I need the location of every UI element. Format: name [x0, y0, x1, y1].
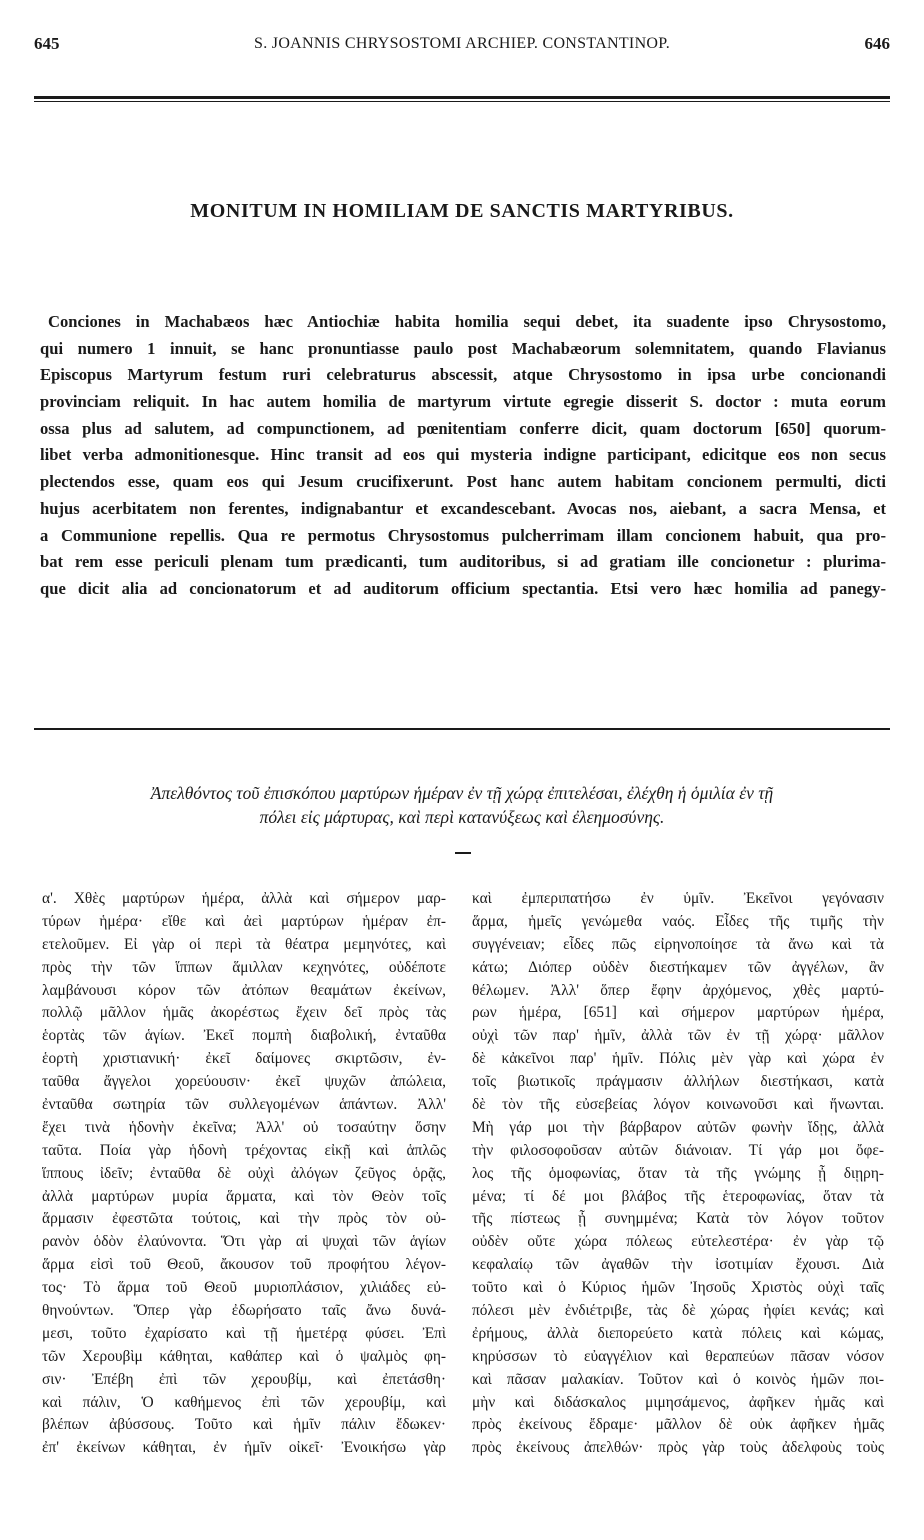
greek-text-line: ταῦτα. Ποία γὰρ ἡδονὴ τρέχοντας εἰκῇ καὶ ἁπλῶς: [42, 1141, 446, 1159]
greek-text-line: τὴν φιλοσοφοῦσαν αὐτῶν διάνοιαν. Τί γάρ μοι ὄφε-: [472, 1141, 884, 1159]
latin-text-line: provinciam reliquit. In hac autem homilia de martyrum virtute egregie disserit S. doctor : muta eorum: [40, 392, 886, 412]
greek-text-line: θέλωμεν. Ἀλλ' ὅπερ ἔφην ἀρχόμενος, χθὲς μαρτύ-: [472, 981, 884, 999]
latin-text-line: bat rem esse periculi plenam tum prædicanti, tum auditoribus, si ad gratiam ille concionetur : plurima-: [40, 552, 886, 572]
greek-text-line: ἀλλὰ μαρτύρων μυρία ἅρματα, καὶ τὸν Θεὸν τοῖς: [42, 1187, 446, 1205]
greek-text-line: δὲ κἀκεῖνοι παρ' ἡμῖν. Πόλις μὲν γὰρ καὶ χώρα ἐν: [472, 1050, 884, 1068]
latin-text-line: que dicit alia ad concionatorum et ad auditorum officium spectantia. Etsi vero hæc homilia ad panegy-: [40, 578, 886, 598]
running-title: S. JOANNIS CHRYSOSTOMI ARCHIEP. CONSTANTINOP.: [254, 35, 670, 52]
greek-text-line: θηνούντων. Ὅπερ γὰρ ἐδωρήσατο ταῖς ἄνω δυνά-: [42, 1302, 446, 1320]
greek-text-line: σιν· Ἐπέβη ἐπὶ τῶν χερουβίμ, καὶ ἐπετάσθη·: [42, 1370, 446, 1388]
greek-text-line: τῆς πίστεως ᾖ συνημμένα; Κατὰ τὸν λόγον τοῦτον: [472, 1210, 884, 1228]
greek-text-line: συγγένειαν; εἶδες πῶς εἰρηνοποίησε τὰ ἄνω καὶ τὰ: [472, 935, 884, 953]
header-rule-thin: [34, 101, 890, 102]
greek-text-line: ἅρμασιν ἐφεστῶτα τούτοις, καὶ τὴν πρὸς τὸν οὐ-: [42, 1210, 446, 1228]
latin-text-line: plectendos esse, quam eos qui Jesum crucifixerunt. Post hanc autem habitam concionem permulti, dicti: [40, 472, 886, 492]
greek-text-line: ἑορτὴ χριστιανική· ἐκεῖ δαίμονες σκιρτῶσιν, ἐν-: [42, 1050, 446, 1068]
greek-text-line: κεφαλαίῳ τῶν ἀγαθῶν τὴν ἰσοτιμίαν ἔχουσι. Διὰ: [472, 1256, 884, 1274]
greek-text-line: καὶ πᾶσαν μαλακίαν. Τοῦτον καὶ ὁ κοινὸς ἡμῶν ποι-: [472, 1370, 884, 1388]
greek-text-line: τῶν Χερουβὶμ κάθηται, καθάπερ καὶ ὁ ψαλμὸς φη-: [42, 1347, 446, 1365]
greek-text-line: ἅρμα, ἡμεῖς γενώμεθα ναός. Εἶδες τῆς τιμῆς τὴν: [472, 912, 884, 930]
greek-text-line: καὶ πάλιν, Ὁ καθήμενος ἐπὶ τῶν χερουβίμ, καὶ: [42, 1393, 446, 1411]
latin-text-line: Conciones in Machabæos hæc Antiochiæ habita homilia sequi debet, ita suadente ipso Chrysostomo,: [48, 312, 886, 331]
page-number-right: 646: [864, 34, 890, 53]
greek-text-line: ρων ἡμέρα, [651] καὶ σήμερον μαρτύρων ἡμέρα,: [472, 1004, 884, 1022]
monitum-title: MONITUM IN HOMILIAM DE SANCTIS MARTYRIBUS.: [190, 200, 734, 222]
homily-title: [34, 781, 890, 829]
latin-text-line: hujus acerbitatem non ferentes, indignabantur et excandescebant. Avocas nos, aiebant, a sacra Mensa, et: [40, 498, 886, 518]
greek-text-line: τος· Τὸ ἅρμα τοῦ Θεοῦ μυριοπλάσιον, χιλιάδες εὐ-: [42, 1279, 446, 1297]
greek-text-line: τοῖς βιωτικοῖς πράγμασιν ἀλλήλων διεστήκασι, κατὰ: [472, 1073, 884, 1091]
greek-text-line: πόλεσι μὲν ἐνδιέτριβε, τὰς δὲ χώρας ἠφίει κενάς; καὶ: [472, 1302, 884, 1320]
greek-column-left: [42, 888, 446, 1460]
section-rule: [34, 728, 890, 730]
greek-text-line: ρανὸν ὁδὸν ἐλαύνοντα. Ὅτι γὰρ αἱ ψυχαὶ τῶν ἁγίων: [42, 1233, 446, 1251]
greek-text-line: πρὸς ἐκείνους ἀπελθών· πρὸς γὰρ τοὺς ἀδελφοὺς τοὺς: [472, 1439, 884, 1457]
header-rule: [34, 96, 890, 99]
greek-text-line: πρὸς ἐκείνους ἔδραμε· μᾶλλον δὲ οὐκ ἀφῆκεν ἡμᾶς: [472, 1416, 884, 1434]
greek-text-line: ταῦθα ἄγγελοι χορεύουσιν· ἐκεῖ ψυχῶν ἀπώλεια,: [42, 1073, 446, 1091]
greek-text-line: βλέπων ἀβύσσους. Τοῦτο καὶ ἡμῖν πάλιν ἔδωκεν·: [42, 1416, 446, 1434]
greek-text-line: οὐχὶ τῶν παρ' ἡμῖν, ἀλλὰ τῶν ἐν τῇ χώρᾳ· μᾶλλον: [472, 1027, 884, 1045]
latin-text-line: ossa plus ad salutem, ad compunctionem, ad pœnitentiam conferre dicit, quam doctorum [650] quorum-: [40, 418, 886, 438]
latin-text-line: libet verba admonitionesque. Hinc transit ad eos qui mysteria indigne participant, edicitque eos non secus: [40, 445, 886, 465]
greek-text-line: ετελοῦμεν. Εἰ γὰρ οἱ περὶ τὰ θέατρα μεμηνότες, καὶ: [42, 935, 446, 953]
greek-text-line: οὐδὲν οὔτε χώρα πόλεως εὐτελεστέρα· ἐν γὰρ τῷ: [472, 1233, 884, 1251]
greek-text-line: ἑορτὰς τῶν ἁγίων. Ἐκεῖ πομπὴ διαβολική, ἐνταῦθα: [42, 1027, 446, 1045]
greek-text-line: ἐπ' ἐκείνων κάθηται, ἐν ἡμῖν οἰκεῖ· Ἐνοικήσω γὰρ: [42, 1439, 446, 1457]
greek-text-line: μεσι, τοῦτο ἐχαρίσατο καὶ τῇ ἡμετέρᾳ φύσει. Ἐπὶ: [42, 1324, 446, 1342]
greek-text-line: δὲ τὸν τῆς εὐσεβείας λόγον κοινωνοῦσι καὶ ἥνωνται.: [472, 1096, 884, 1114]
monitum-paragraph: [40, 309, 886, 603]
greek-text-line: κηρύσσων τὸ εὐαγγέλιον καὶ θεραπεύων πᾶσαν νόσον: [472, 1347, 884, 1365]
greek-text-line: λος τῆς ὁμοφωνίας, ὅταν τὰ τῆς γνώμης ᾖ διῃρη-: [472, 1164, 884, 1182]
greek-text-line: τύρων ἡμέρα· εἴθε καὶ ἀεὶ μαρτύρων ἡμέραν ἐπ-: [42, 912, 446, 930]
greek-text-line: πρὸς τὴν τῶν ἵππων ἅμιλλαν κεχηνότες, οὐδέποτε: [42, 958, 446, 976]
homily-title-line: Ἀπελθόντος τοῦ ἐπισκόπου μαρτύρων ἡμέραν ἐν τῇ χώρᾳ ἐπιτελέσαι, ἐλέχθη ἡ ὁμιλία ἐν τῇ: [150, 783, 774, 803]
greek-text-line: πολλῷ μᾶλλον ἡμᾶς ἀκορέστως ἔχειν δεῖ πρὸς τὰς: [42, 1004, 446, 1022]
greek-text-line: Μὴ γάρ μοι τὴν βάρβαρον αὐτῶν φωνὴν ἴδῃς, ἀλλὰ: [472, 1118, 884, 1136]
greek-text-line: α'. Χθὲς μαρτύρων ἡμέρα, ἀλλὰ καὶ σήμερον μαρ-: [42, 890, 446, 907]
page-number-left: 645: [34, 34, 60, 53]
greek-text-line: ἔχει τινὰ ἡδονὴν ἐκεῖνα; Ἀλλ' οὐ τοσαύτην ὅσην: [42, 1118, 446, 1136]
running-header: [34, 34, 890, 58]
greek-text-line: καὶ ἐμπεριπατήσω ἐν ὑμῖν. Ἐκεῖνοι γεγόνασιν: [472, 890, 884, 907]
greek-text-line: λαμβάνουσι κόρον τῶν ἀτόπων θεαμάτων ἐκείνων,: [42, 981, 446, 999]
greek-column-right: [472, 888, 884, 1460]
greek-text-line: κάτω; Διόπερ οὐδὲν διεστήκαμεν τῶν ἀγγέλων, ἂν: [472, 958, 884, 976]
greek-text-line: μένα; τί δέ μοι βλάβος τῆς ἑτεροφωνίας, ὅταν τὰ: [472, 1187, 884, 1205]
greek-text-line: ἐρήμους, ἀλλὰ διεπορεύετο κατὰ πόλεις καὶ κώμας,: [472, 1324, 884, 1342]
greek-text-line: ἵππους ἰδεῖν; ἐνταῦθα δὲ οὐχὶ ἀλόγων ζεῦγος ὁρᾷς,: [42, 1164, 446, 1182]
homily-title-line: πόλει εἰς μάρτυρας, καὶ περὶ κατανύξεως καὶ ἐλεημοσύνης.: [259, 807, 665, 827]
title-dash: [455, 852, 471, 854]
greek-text-line: τοῦτο καὶ ὁ Κύριος ἡμῶν Ἰησοῦς Χριστὸς οὐχὶ ταῖς: [472, 1279, 884, 1297]
greek-text-line: ἐνταῦθα σωτηρία τῶν συλλεγομένων ἁπάντων. Ἀλλ': [42, 1096, 446, 1114]
latin-text-line: Episcopus Martyrum festum ruri celebraturus abscessit, atque Chrysostomo in ipsa urbe concionandi: [40, 365, 886, 385]
greek-text-line: μὴν καὶ διδάσκαλος μιμησάμενος, ἀφῆκεν ἡμᾶς καὶ: [472, 1393, 884, 1411]
latin-text-line: qui numero 1 innuit, se hanc pronuntiasse paulo post Machabæorum solemnitatem, quando Flavianus: [40, 338, 886, 358]
latin-text-line: a Communione repellis. Qua re permotus Chrysostomus pulcherrimam illam concionem habuit, qua pro-: [40, 525, 886, 545]
greek-text-line: ἅρμα εἰσὶ τοῦ Θεοῦ, ἄκουσον τοῦ προφήτου λέγον-: [42, 1256, 446, 1274]
